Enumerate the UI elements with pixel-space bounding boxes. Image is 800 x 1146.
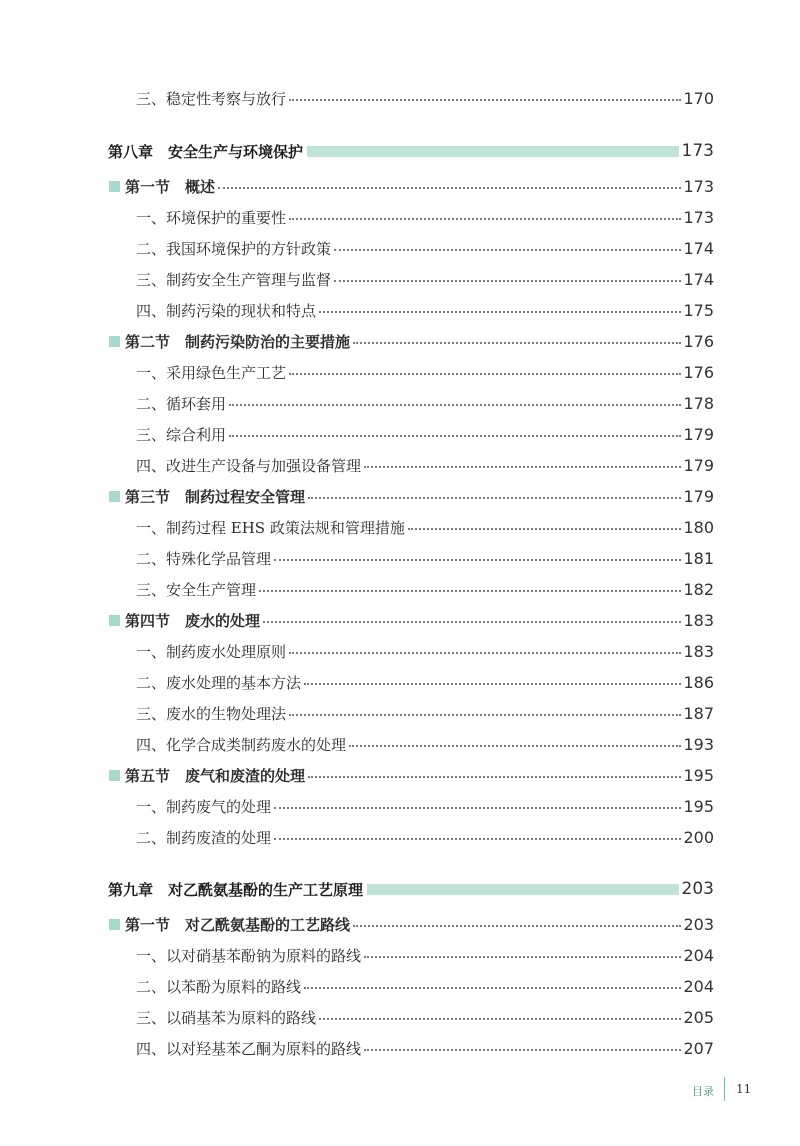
chapter-accent-bar bbox=[307, 146, 679, 157]
toc-section-row bbox=[0, 172, 800, 200]
dot-leader bbox=[364, 956, 681, 958]
toc-item-row bbox=[0, 389, 800, 417]
dot-leader bbox=[289, 652, 681, 654]
dot-leader bbox=[349, 745, 681, 747]
toc-item-title: 一、以对硝基苯酚钠为原料的路线 bbox=[136, 946, 362, 965]
dot-leader bbox=[408, 528, 682, 530]
dot-leader bbox=[289, 99, 681, 101]
dot-leader bbox=[263, 621, 681, 623]
toc-item-row bbox=[0, 699, 800, 727]
toc-section-row bbox=[0, 910, 800, 938]
toc-section-title: 第五节 废气和废渣的处理 bbox=[125, 766, 306, 785]
dot-leader bbox=[229, 435, 681, 437]
toc-item-title: 二、循环套用 bbox=[136, 394, 227, 413]
toc-page-number: 195 bbox=[683, 765, 714, 785]
toc-item-title: 一、环境保护的重要性 bbox=[136, 208, 287, 227]
toc-item-row bbox=[0, 730, 800, 758]
toc-page-number: 182 bbox=[683, 579, 714, 599]
toc-section-title: 第一节 概述 bbox=[125, 177, 216, 196]
section-marker-square bbox=[109, 491, 120, 502]
toc-item-row bbox=[0, 451, 800, 479]
toc-item-row bbox=[0, 84, 800, 112]
toc-item-row bbox=[0, 575, 800, 603]
toc-page-number: 179 bbox=[683, 486, 714, 506]
toc-item-row bbox=[0, 792, 800, 820]
footer-page-number: 11 bbox=[736, 1082, 752, 1096]
section-marker-square bbox=[109, 181, 120, 192]
toc-page-number: 174 bbox=[683, 238, 714, 258]
dot-leader bbox=[319, 311, 681, 313]
toc-page-number: 203 bbox=[681, 879, 714, 899]
toc-item-row bbox=[0, 296, 800, 324]
toc-item-title: 二、我国环境保护的方针政策 bbox=[136, 239, 332, 258]
dot-leader bbox=[289, 373, 681, 375]
toc-page-number: 178 bbox=[683, 393, 714, 413]
toc-page-number: 183 bbox=[683, 641, 714, 661]
footer-divider bbox=[724, 1077, 725, 1101]
toc-item-title: 三、安全生产管理 bbox=[136, 580, 257, 599]
toc-item-title: 一、制药过程 EHS 政策法规和管理措施 bbox=[136, 518, 405, 537]
dot-leader bbox=[304, 683, 681, 685]
toc-item-row bbox=[0, 1003, 800, 1031]
toc-item-title: 二、特殊化学品管理 bbox=[136, 549, 272, 568]
footer-label: 目录 bbox=[692, 1085, 714, 1098]
toc-item-row bbox=[0, 544, 800, 572]
toc-item-title: 三、以硝基苯为原料的路线 bbox=[136, 1008, 317, 1027]
toc-page-number: 207 bbox=[683, 1038, 714, 1058]
toc-item-row bbox=[0, 513, 800, 541]
dot-leader bbox=[289, 714, 681, 716]
toc-section-row bbox=[0, 761, 800, 789]
dot-leader bbox=[274, 559, 681, 561]
dot-leader bbox=[308, 776, 681, 778]
toc-item-row bbox=[0, 1034, 800, 1062]
toc-chapter-title: 第八章 安全生产与环境保护 bbox=[108, 142, 304, 161]
toc-item-title: 一、制药废水处理原则 bbox=[136, 642, 287, 661]
toc-section-row bbox=[0, 606, 800, 634]
dot-leader bbox=[353, 342, 681, 344]
section-marker-square bbox=[109, 770, 120, 781]
toc-item-title: 三、制药安全生产管理与监督 bbox=[136, 270, 332, 289]
section-marker-square bbox=[109, 919, 120, 930]
toc-item-title: 二、废水处理的基本方法 bbox=[136, 673, 302, 692]
toc-page-number: 195 bbox=[683, 796, 714, 816]
toc-page-number: 204 bbox=[683, 976, 714, 996]
toc-item-title: 二、以苯酚为原料的路线 bbox=[136, 977, 302, 996]
dot-leader bbox=[364, 466, 681, 468]
toc-item-title: 四、以对羟基苯乙酮为原料的路线 bbox=[136, 1039, 362, 1058]
toc-page-number: 174 bbox=[683, 269, 714, 289]
toc-chapter-row bbox=[0, 136, 800, 166]
toc-page-number: 200 bbox=[683, 827, 714, 847]
toc-page-number: 193 bbox=[683, 734, 714, 754]
toc-item-row bbox=[0, 203, 800, 231]
toc-item-row bbox=[0, 234, 800, 262]
toc-page-number: 179 bbox=[683, 424, 714, 444]
dot-leader bbox=[319, 1018, 681, 1020]
toc-page-number: 180 bbox=[683, 517, 714, 537]
section-marker-square bbox=[109, 615, 120, 626]
toc-page-number: 170 bbox=[683, 88, 714, 108]
toc-item-row bbox=[0, 941, 800, 969]
toc-item-title: 三、废水的生物处理法 bbox=[136, 704, 287, 723]
dot-leader bbox=[304, 987, 681, 989]
toc-section-title: 第四节 废水的处理 bbox=[125, 611, 261, 630]
toc-item-title: 二、制药废渣的处理 bbox=[136, 828, 272, 847]
dot-leader bbox=[364, 1049, 681, 1051]
toc-page-number: 183 bbox=[683, 610, 714, 630]
toc-item-row bbox=[0, 637, 800, 665]
toc-item-row bbox=[0, 823, 800, 851]
dot-leader bbox=[218, 187, 681, 189]
toc-chapter-title: 第九章 对乙酰氨基酚的生产工艺原理 bbox=[108, 880, 364, 899]
toc-item-title: 一、采用绿色生产工艺 bbox=[136, 363, 287, 382]
dot-leader bbox=[334, 280, 681, 282]
toc-section-row bbox=[0, 482, 800, 510]
toc-item-row bbox=[0, 265, 800, 293]
toc-item-row bbox=[0, 358, 800, 386]
toc-page-number: 176 bbox=[683, 331, 714, 351]
toc-item-title: 四、改进生产设备与加强设备管理 bbox=[136, 456, 362, 475]
toc-page-number: 175 bbox=[683, 300, 714, 320]
toc-section-title: 第三节 制药过程安全管理 bbox=[125, 487, 306, 506]
toc-item-row bbox=[0, 420, 800, 448]
toc-section-title: 第二节 制药污染防治的主要措施 bbox=[125, 332, 351, 351]
toc-page-number: 179 bbox=[683, 455, 714, 475]
toc-item-title: 四、化学合成类制药废水的处理 bbox=[136, 735, 347, 754]
toc-page-number: 181 bbox=[683, 548, 714, 568]
toc-item-title: 三、综合利用 bbox=[136, 425, 227, 444]
toc-chapter-row bbox=[0, 874, 800, 904]
dot-leader bbox=[289, 218, 681, 220]
dot-leader bbox=[259, 590, 681, 592]
toc-item-row bbox=[0, 668, 800, 696]
dot-leader bbox=[353, 925, 681, 927]
dot-leader bbox=[308, 497, 681, 499]
toc-page-number: 187 bbox=[683, 703, 714, 723]
toc-page-number: 176 bbox=[683, 362, 714, 382]
toc-page-number: 205 bbox=[683, 1007, 714, 1027]
chapter-accent-bar bbox=[367, 884, 679, 895]
toc-page-number: 173 bbox=[681, 141, 714, 161]
toc-page-number: 203 bbox=[683, 914, 714, 934]
dot-leader bbox=[274, 807, 681, 809]
toc-section-title: 第一节 对乙酰氨基酚的工艺路线 bbox=[125, 915, 351, 934]
toc-page-number: 204 bbox=[683, 945, 714, 965]
dot-leader bbox=[229, 404, 681, 406]
toc-item-title: 一、制药废气的处理 bbox=[136, 797, 272, 816]
dot-leader bbox=[334, 249, 681, 251]
toc-page-number: 186 bbox=[683, 672, 714, 692]
toc-section-row bbox=[0, 327, 800, 355]
toc-page-number: 173 bbox=[683, 207, 714, 227]
toc-item-title: 三、稳定性考察与放行 bbox=[136, 89, 287, 108]
toc-item-title: 四、制药污染的现状和特点 bbox=[136, 301, 317, 320]
dot-leader bbox=[274, 838, 681, 840]
toc-item-row bbox=[0, 972, 800, 1000]
section-marker-square bbox=[109, 336, 120, 347]
toc-page-number: 173 bbox=[683, 176, 714, 196]
